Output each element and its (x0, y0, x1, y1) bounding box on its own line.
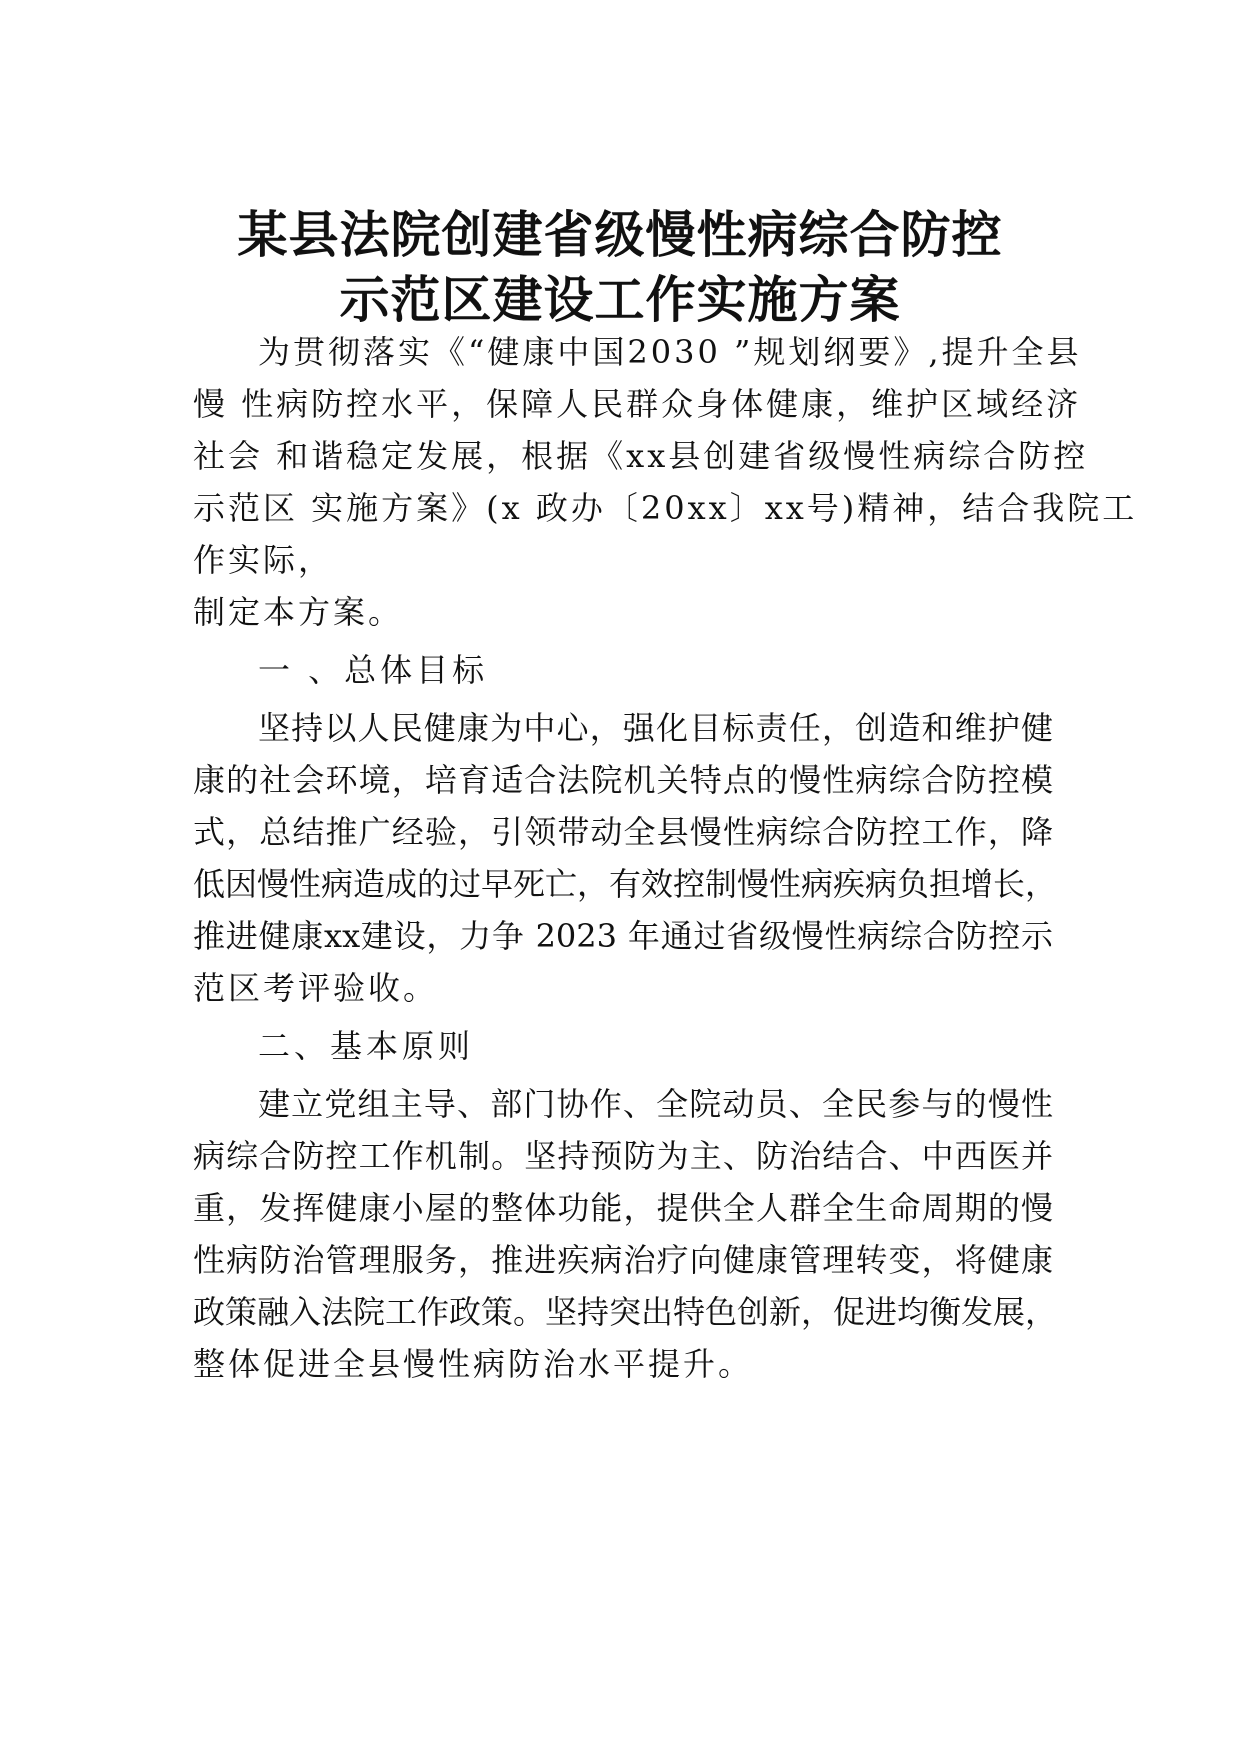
intro-line-1: 为贯彻落实《“健康中国2030 ”规划纲要》,提升全县 (258, 333, 1082, 371)
document-title-line-1: 某县法院创建省级慢性病综合防控 (237, 206, 1003, 264)
section-2-line-5: 政策融入法院工作政策。坚持突出特色创新，促进均衡发展， (193, 1293, 1058, 1331)
document-title-line-2: 示范区建设工作实施方案 (339, 271, 901, 329)
section-1-line-4: 低因慢性病造成的过早死亡，有效控制慢性病疾病负担增长， (193, 865, 1058, 903)
intro-line-3: 社会 和谐稳定发展，根据《xx县创建省级慢性病综合防控 (193, 437, 1089, 475)
section-1-heading: 一 、总体目标 (258, 651, 489, 689)
intro-line-5: 作实际， (193, 541, 334, 579)
section-1-line-2: 康的社会环境，培育适合法院机关特点的慢性病综合防控模 (193, 761, 1053, 799)
intro-line-4: 示范区 实施方案》(x 政办〔20xx〕xx号)精神，结合我院工 (193, 489, 1138, 527)
section-2-line-4: 性病防治管理服务，推进疾病治疗向健康管理转变，将健康 (193, 1241, 1053, 1279)
intro-line-6: 制定本方案。 (193, 593, 404, 631)
section-2-line-6: 整体促进全县慢性病防治水平提升。 (193, 1345, 754, 1383)
section-1-line-5: 推进健康xx建设，力争 2023 年通过省级慢性病综合防控示 (193, 917, 1053, 955)
section-1-line-1: 坚持以人民健康为中心，强化目标责任，创造和维护健 (258, 709, 1053, 747)
section-2-heading: 二、基本原则 (258, 1027, 475, 1065)
section-1-line-3: 式，总结推广经验，引领带动全县慢性病综合防控工作，降 (193, 813, 1053, 851)
intro-line-2: 慢 性病防控水平，保障人民群众身体健康，维护区域经济 (193, 385, 1082, 423)
section-2-line-3: 重，发挥健康小屋的整体功能，提供全人群全生命周期的慢 (193, 1189, 1053, 1227)
section-1-line-6: 范区考评验收。 (193, 969, 439, 1007)
section-2-line-1: 建立党组主导、部门协作、全院动员、全民参与的慢性 (258, 1085, 1053, 1123)
section-2-line-2: 病综合防控工作机制。坚持预防为主、防治结合、中西医并 (193, 1137, 1053, 1175)
